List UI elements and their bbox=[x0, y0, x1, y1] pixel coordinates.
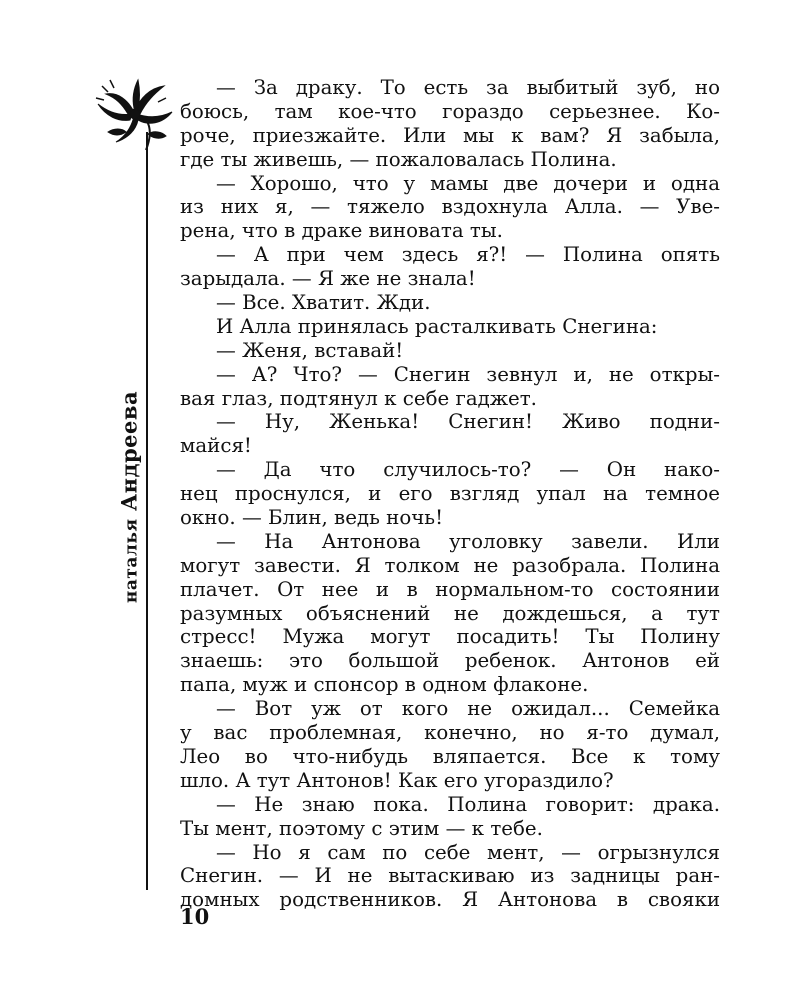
text-line: стресс! Мужа могут посадить! Ты Полину bbox=[180, 625, 720, 649]
text-line: — Женя, вставай! bbox=[216, 338, 404, 362]
author-first-name: наталья bbox=[121, 518, 142, 604]
lily-ornament-icon bbox=[88, 72, 180, 154]
text-line: вая глаз, подтянул к себе гаджет. bbox=[180, 386, 537, 410]
text-line: плачет. От нее и в нормальном-то состоянии bbox=[180, 577, 720, 601]
text-line: у вас проблемная, конечно, но я-то думал, bbox=[180, 721, 720, 745]
text-line: боюсь, там кое-что гораздо серьезнее. Ко- bbox=[180, 99, 720, 123]
text-line: зарыдала. — Я же не знала! bbox=[180, 267, 476, 291]
text-line: — Хорошо, что у мамы две дочери и одна bbox=[216, 171, 720, 195]
text-line: шло. А тут Антонов! Как его угораздило? bbox=[180, 768, 614, 792]
vertical-rule bbox=[146, 132, 148, 890]
text-line: майся! bbox=[180, 434, 252, 458]
page-number: 10 bbox=[180, 904, 210, 929]
text-line: — Но я сам по себе мент, — огрызнулся bbox=[216, 840, 720, 864]
text-line: — А? Что? — Снегин зевнул и, не откры- bbox=[216, 362, 720, 386]
text-line: из них я, — тяжело вздохнула Алла. — Уве- bbox=[180, 195, 720, 219]
text-line: И Алла принялась расталкивать Снегина: bbox=[216, 314, 658, 338]
author-last-name: Андреева bbox=[116, 390, 142, 512]
text-line: могут завести. Я толком не разобрала. Полина bbox=[180, 553, 720, 577]
text-line: — Не знаю пока. Полина говорит: драка. bbox=[216, 792, 720, 816]
text-line: — За драку. То есть за выбитый зуб, но bbox=[216, 76, 720, 99]
author-name bbox=[117, 391, 142, 603]
text-line: — На Антонова уголовку завели. Или bbox=[216, 529, 720, 553]
text-line: нец проснулся, и его взгляд упал на темное bbox=[180, 482, 720, 506]
text-line: окно. — Блин, ведь ночь! bbox=[180, 506, 444, 530]
text-line: — Да что случилось-то? — Он нако- bbox=[216, 458, 720, 482]
page-body bbox=[180, 76, 720, 912]
text-line: роче, приезжайте. Или мы к вам? Я забыла, bbox=[180, 123, 720, 147]
text-line: рена, что в драке виновата ты. bbox=[180, 219, 503, 243]
text-line: Ты мент, поэтому с этим — к тебе. bbox=[180, 816, 543, 840]
text-line: разумных объяснений не дождешься, а тут bbox=[180, 601, 720, 625]
text-line: знаешь: это большой ребенок. Антонов ей bbox=[180, 649, 720, 673]
text-line: — А при чем здесь я?! — Полина опять bbox=[216, 243, 720, 267]
text-line: — Вот уж от кого не ожидал... Семейка bbox=[216, 697, 720, 721]
text-line: где ты живешь, — пожаловалась Полина. bbox=[180, 147, 617, 171]
text-line: папа, муж и спонсор в одном флаконе. bbox=[180, 673, 589, 697]
text-line: домных родственников. Я Антонова в свояки bbox=[180, 888, 720, 912]
text-line: — Все. Хватит. Жди. bbox=[216, 291, 431, 315]
text-line: — Ну, Женька! Снегин! Живо подни- bbox=[216, 410, 720, 434]
text-line: Лео во что-нибудь вляпается. Все к тому bbox=[180, 744, 720, 768]
text-line: Снегин. — И не вытаскиваю из задницы ран- bbox=[180, 864, 720, 888]
